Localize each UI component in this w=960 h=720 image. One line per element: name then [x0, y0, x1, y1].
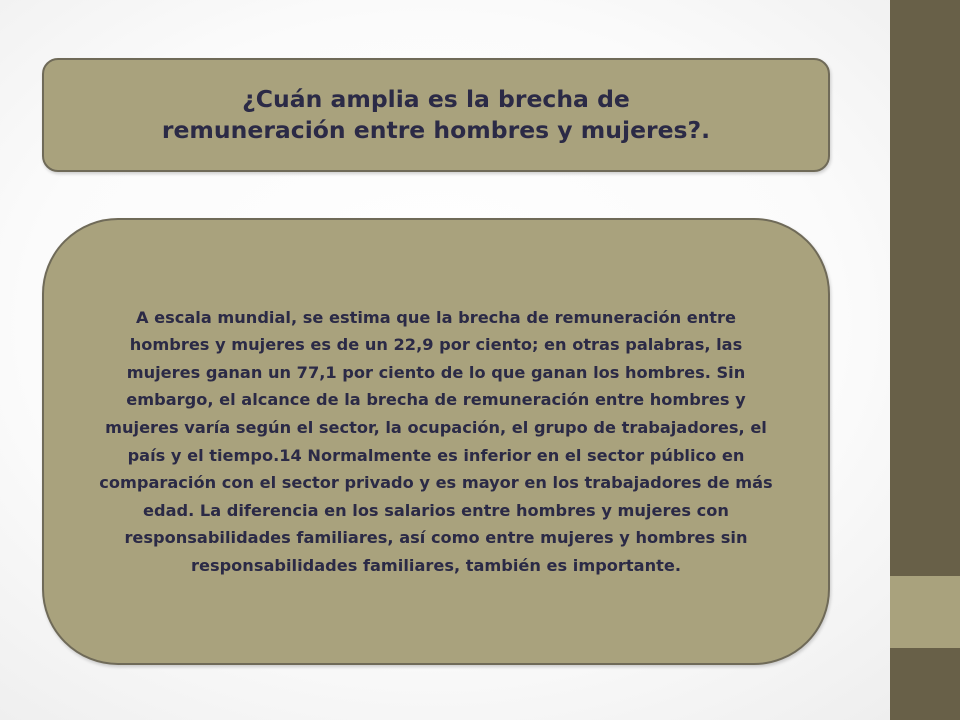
body-line: mujeres ganan un 77,1 por ciento de lo que ganan los hombres. Sin: [126, 362, 746, 382]
body-line: comparación con el sector privado y es mayor en los trabajadores de más: [99, 473, 773, 493]
body-line: hombres y mujeres es de un 22,9 por ciento; en otras palabras, las: [129, 335, 743, 355]
body-line: A escala mundial, se estima que la brecha de remuneración entre: [136, 307, 736, 327]
slide-title-line-2: remuneración entre hombres y mujeres?.: [161, 116, 711, 144]
body-line: responsabilidades familiares, también es importante.: [191, 555, 681, 575]
slide-title-line-1: ¿Cuán amplia es la brecha de: [242, 85, 630, 113]
body-line: edad. La diferencia en los salarios entre hombres y mujeres con: [143, 500, 729, 520]
slide-body-text: [69, 304, 802, 580]
sidebar-stripe: [890, 576, 960, 648]
body-line: responsabilidades familiares, así como entre mujeres y hombres sin: [124, 528, 748, 548]
slide-title: [132, 84, 740, 146]
body-line: país y el tiempo.14 Normalmente es inferior en el sector público en: [127, 445, 745, 465]
body-box: [42, 218, 830, 665]
body-line: mujeres varía según el sector, la ocupación, el grupo de trabajadores, el: [105, 417, 767, 437]
body-line: embargo, el alcance de la brecha de remuneración entre hombres y: [126, 390, 746, 410]
title-box: [42, 58, 830, 172]
sidebar-decoration: [890, 0, 960, 720]
